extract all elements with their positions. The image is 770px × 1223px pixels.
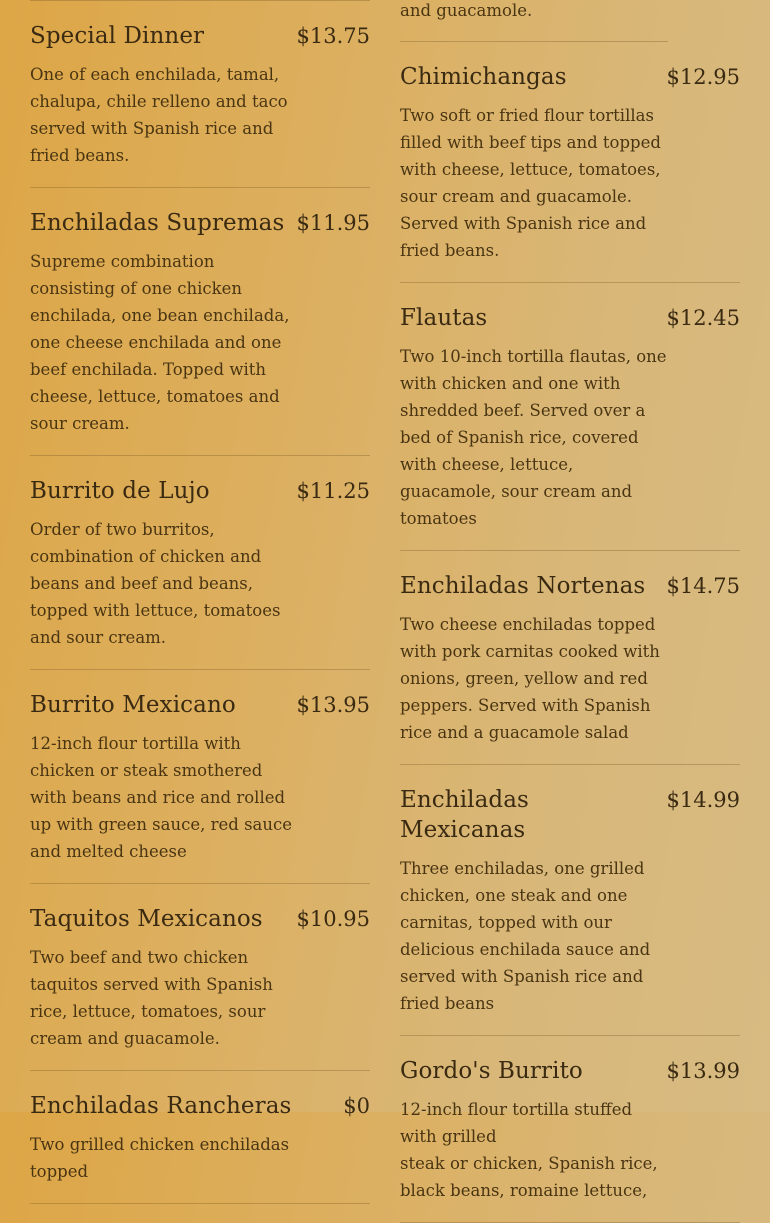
menu-item-header [30, 476, 370, 506]
menu-item-description: Two beef and two chicken taquitos served with Spanish rice, lettuce, tomatoes, sour cream and guacamole. [30, 948, 273, 1048]
menu-item-name: Enchiladas Nortenas [400, 573, 646, 599]
menu-item-header [30, 690, 370, 720]
menu-column-right [400, 0, 740, 1223]
menu-item [400, 283, 740, 551]
menu-item-description: Order of two burritos, combination of chicken and beans and beef and beans, topped with lettuce, tomatoes and sour cream. [30, 520, 281, 647]
menu-item-header [400, 785, 740, 845]
menu-item-description: Two grilled chicken enchiladas topped [30, 1135, 290, 1181]
menu-item [30, 884, 370, 1071]
menu-item [400, 551, 740, 765]
menu-item-name: Enchiladas Mexicanas [400, 787, 529, 843]
menu-item-name: Burrito de Lujo [30, 478, 210, 504]
menu-item [30, 1, 370, 188]
menu-item-description: 12-inch flour tortilla stuffed with grilled steak or chicken, Spanish rice, black beans, romaine lettuce, [400, 1100, 658, 1200]
menu-item-header [400, 1056, 740, 1086]
menu-item-header [30, 21, 370, 51]
menu-item-name: Gordo's Burrito [400, 1058, 583, 1084]
menu-item-header [400, 303, 740, 333]
menu-item-price: $10.95 [296, 907, 370, 931]
menu-item-header [30, 1091, 370, 1121]
menu-item-name: Special Dinner [30, 23, 205, 49]
menu-item-header [30, 208, 370, 238]
menu-item-name: Chimichangas [400, 64, 567, 90]
menu-item-price: $12.45 [666, 306, 740, 330]
menu-item-description: One of each enchilada, tamal, chalupa, chile relleno and taco served with Spanish rice and fried beans. [30, 65, 288, 165]
menu-item-price: $12.95 [666, 65, 740, 89]
menu-item-name: Flautas [400, 305, 488, 331]
menu-item [30, 670, 370, 884]
menu-item-name: Enchiladas Supremas [30, 210, 285, 236]
menu-item [30, 456, 370, 670]
menu-item [30, 1071, 370, 1204]
menu-item-price: $14.75 [666, 574, 740, 598]
menu-item-description: Two cheese enchiladas topped with pork carnitas cooked with onions, green, yellow and red peppers. Served with Spanish rice and a guacamole salad [400, 615, 660, 742]
menu-item-name: Burrito Mexicano [30, 692, 236, 718]
menu-item [400, 42, 740, 283]
menu-item-header [30, 904, 370, 934]
menu-item-description: Two soft or fried flour tortillas filled with beef tips and topped with cheese, lettuce, tomatoes, sour cream and guacamole. Served with Spanish rice and fried beans. [400, 106, 661, 260]
menu-item [400, 765, 740, 1036]
menu-item-price: $13.75 [296, 24, 370, 48]
menu-item-price: $13.99 [666, 1059, 740, 1083]
menu-item-price: $14.99 [666, 788, 740, 812]
menu-item-header [400, 571, 740, 601]
menu-item-header [400, 62, 740, 92]
menu-item [30, 188, 370, 456]
menu-item-price: $11.25 [296, 479, 370, 503]
menu-item-description: Two 10-inch tortilla flautas, one with chicken and one with shredded beef. Served over a bed of Spanish rice, covered with cheese, lettuce, guacamole, sour cream and tomatoes [400, 347, 667, 528]
menu-item-description: and guacamole. [400, 0, 668, 42]
menu-item-price: $0 [343, 1094, 370, 1118]
menu-item-description: 12-inch flour tortilla with chicken or steak smothered with beans and rice and rolled up with green sauce, red sauce and melted cheese [30, 734, 293, 861]
menu-item-name: Taquitos Mexicanos [30, 906, 263, 932]
menu-item-price: $11.95 [296, 211, 370, 235]
menu-item-description: Three enchiladas, one grilled chicken, one steak and one carnitas, topped with our delicious enchilada sauce and served with Spanish rice and fried beans [400, 859, 651, 1013]
menu-item [400, 1036, 740, 1223]
menu-item-price: $13.95 [296, 693, 370, 717]
menu-item-name: Enchiladas Rancheras [30, 1093, 292, 1119]
menu-column-left [30, 0, 370, 1204]
menu-item-description: Supreme combination consisting of one chicken enchilada, one bean enchilada, one cheese enchilada and one beef enchilada. Topped with cheese, lettuce, tomatoes and sour cream. [30, 252, 290, 433]
